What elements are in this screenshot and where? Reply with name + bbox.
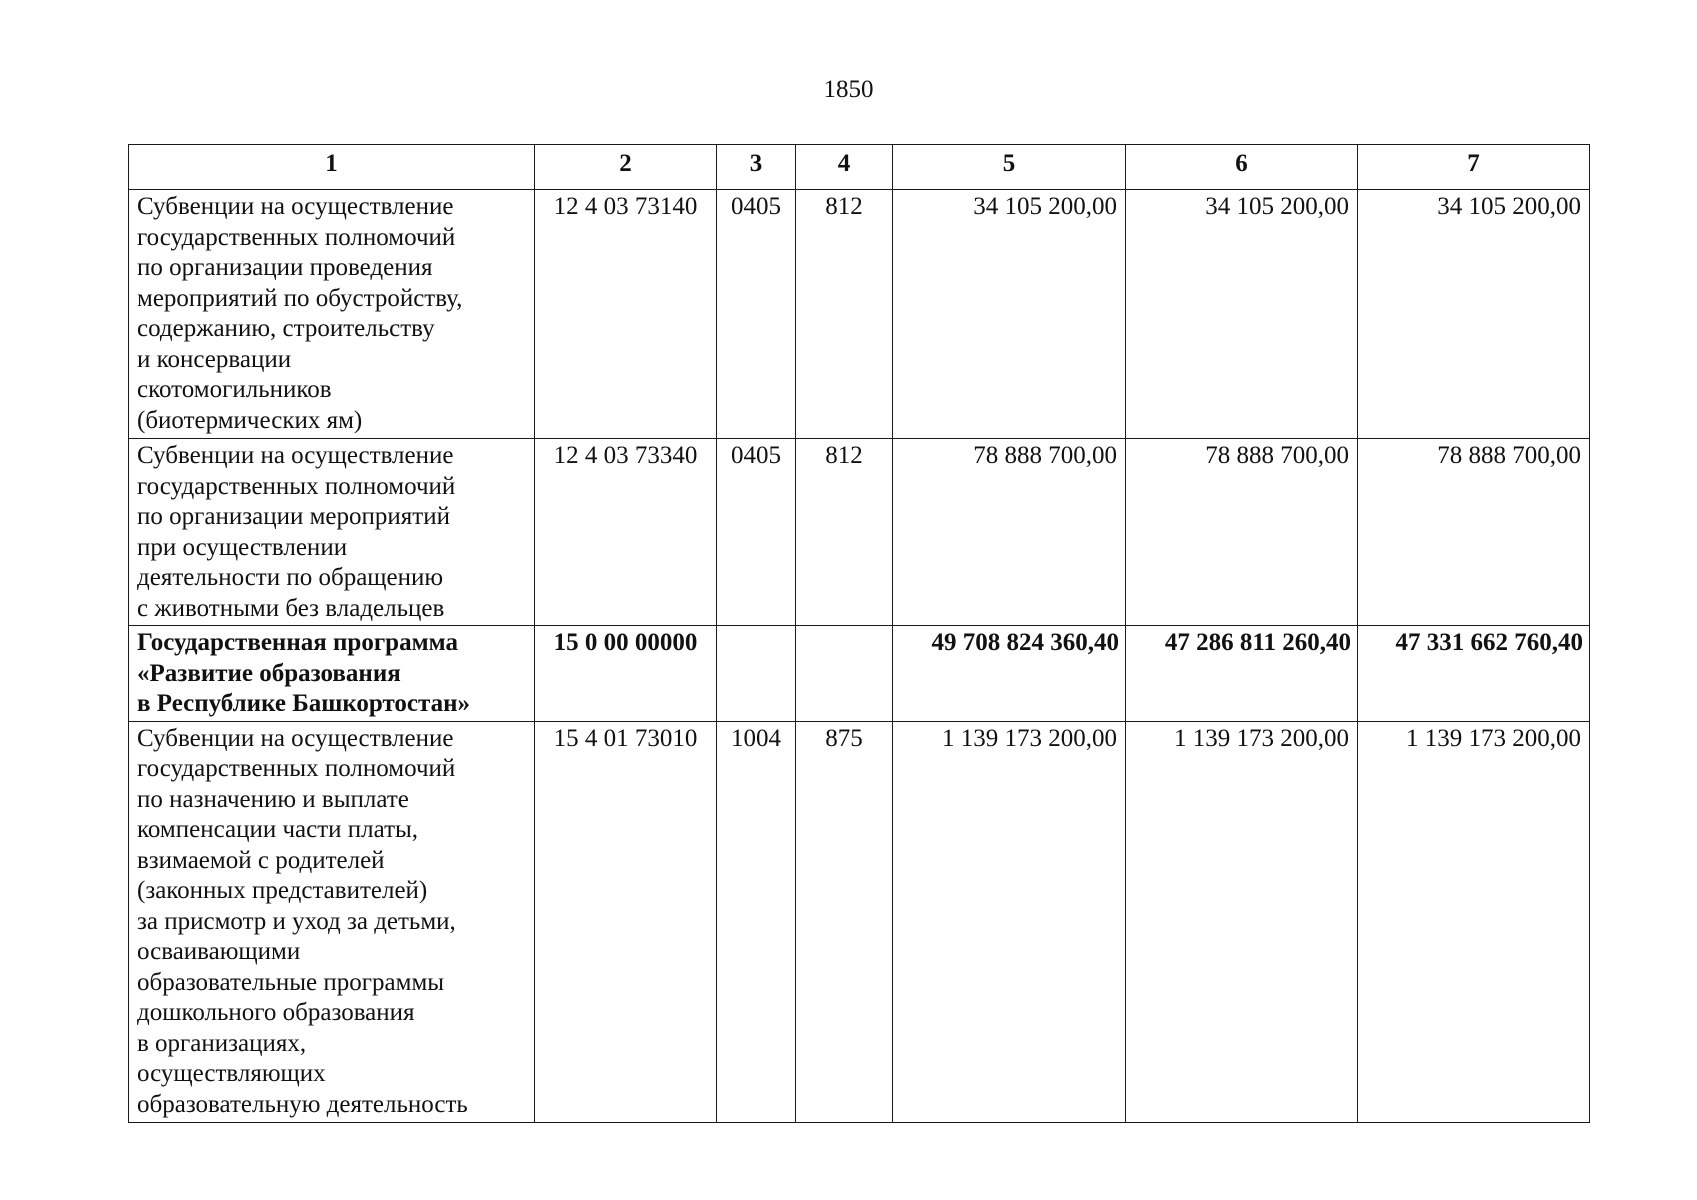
header-col-5: 5 [893, 145, 1126, 190]
header-row [129, 145, 1590, 190]
row-name-line: в организациях, [137, 1029, 307, 1057]
row-name-line: по организации проведения [137, 254, 433, 281]
table-row [129, 190, 1590, 439]
row-section-code [717, 626, 796, 722]
row-amount-5: 78 888 700,00 [893, 439, 1126, 626]
row-name-line: (биотермических ям) [137, 406, 363, 434]
row-name-line: в Республике Башкортостан» [137, 690, 471, 717]
table-row [129, 439, 1590, 626]
row-amount-5: 1 139 173 200,00 [893, 721, 1126, 1122]
row-section-code: 0405 [717, 439, 796, 626]
row-name-line: взимаемой с родителей [137, 846, 385, 874]
row-target-code: 12 4 03 73340 [535, 439, 717, 626]
row-name-line: за присмотр и уход за детьми, [137, 907, 456, 935]
header-col-4: 4 [796, 145, 893, 190]
row-name-line: дошкольного образования [137, 999, 415, 1026]
header-col-7: 7 [1358, 145, 1590, 190]
row-section-code: 0405 [717, 190, 796, 439]
row-name-line: государственных полномочий [137, 755, 456, 782]
row-name-line: по организации мероприятий [137, 503, 450, 530]
row-amount-7: 1 139 173 200,00 [1358, 721, 1590, 1122]
row-amount-6: 34 105 200,00 [1126, 190, 1358, 439]
row-amount-6: 78 888 700,00 [1126, 439, 1358, 626]
row-name-line: Субвенции на осуществление [137, 724, 454, 752]
row-amount-7: 34 105 200,00 [1358, 190, 1590, 439]
row-name-line: и консервации [137, 345, 292, 373]
header-col-2: 2 [535, 145, 717, 190]
row-name-line: образовательную деятельность [137, 1090, 468, 1118]
header-col-1: 1 [129, 145, 535, 190]
row-name-line: «Развитие образования [137, 659, 401, 687]
table-row [129, 721, 1590, 1122]
row-amount-7: 78 888 700,00 [1358, 439, 1590, 626]
budget-table [128, 144, 1590, 1123]
row-name-line: мероприятий по обустройству, [137, 284, 463, 312]
row-name-line: Субвенции на осуществление [137, 193, 454, 220]
header-col-6: 6 [1126, 145, 1358, 190]
row-name-line: государственных полномочий [137, 472, 456, 500]
row-name-line: образовательные программы [137, 968, 445, 996]
row-amount-6: 47 286 811 260,40 [1126, 626, 1358, 722]
row-expense-type: 812 [796, 190, 893, 439]
row-amount-5: 49 708 824 360,40 [893, 626, 1126, 722]
row-name-line: скотомогильников [137, 376, 332, 403]
row-name [129, 626, 535, 722]
row-amount-5: 34 105 200,00 [893, 190, 1126, 439]
row-name-line: (законных представителей) [137, 877, 428, 904]
row-name-line: деятельности по обращению [137, 564, 444, 591]
row-expense-type: 875 [796, 721, 893, 1122]
header-col-3: 3 [717, 145, 796, 190]
row-target-code: 15 0 00 00000 [535, 626, 717, 722]
row-name-line: осваивающими [137, 938, 301, 965]
row-target-code: 15 4 01 73010 [535, 721, 717, 1122]
row-name-line: Государственная программа [137, 629, 458, 656]
row-name-line: осуществляющих [137, 1060, 326, 1087]
row-name-line: по назначению и выплате [137, 785, 409, 813]
row-expense-type: 812 [796, 439, 893, 626]
row-name-line: компенсации части платы, [137, 816, 419, 843]
row-name [129, 439, 535, 626]
row-name [129, 190, 535, 439]
row-expense-type [796, 626, 893, 722]
row-name-line: Субвенции на осуществление [137, 442, 454, 469]
row-amount-6: 1 139 173 200,00 [1126, 721, 1358, 1122]
row-target-code: 12 4 03 73140 [535, 190, 717, 439]
row-amount-7: 47 331 662 760,40 [1358, 626, 1590, 722]
row-section-code: 1004 [717, 721, 796, 1122]
row-name-line: государственных полномочий [137, 223, 456, 251]
row-name-line: содержанию, строительству [137, 315, 435, 342]
table-row-program [129, 626, 1590, 722]
page-number: 1850 [823, 76, 874, 103]
row-name [129, 721, 535, 1122]
row-name-line: при осуществлении [137, 533, 348, 561]
row-name-line: с животными без владельцев [137, 594, 445, 622]
